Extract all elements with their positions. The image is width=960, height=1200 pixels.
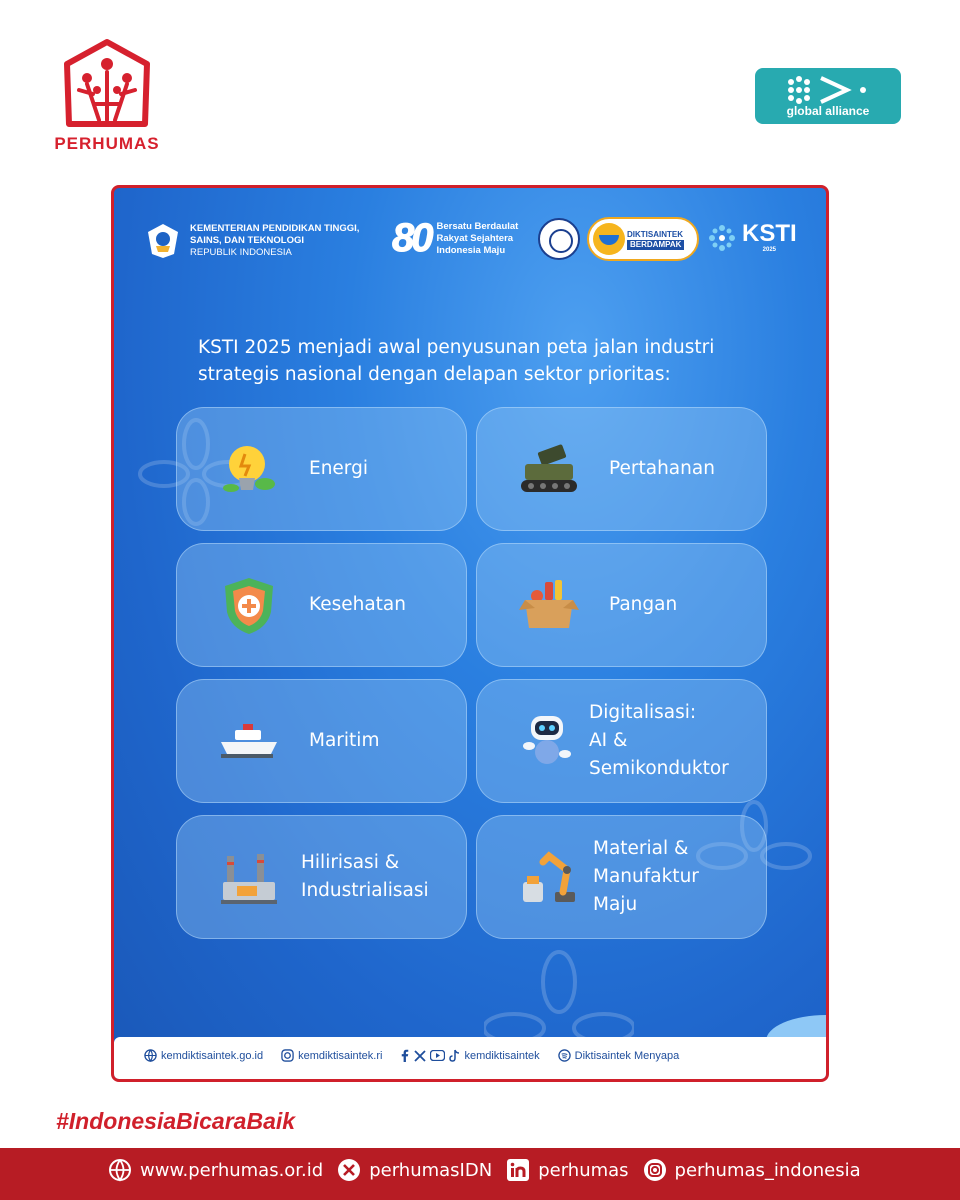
footer-website-text: kemdiktisaintek.go.id <box>161 1049 264 1062</box>
bottom-contact-bar <box>0 1148 960 1200</box>
sector-label: Material & Manufaktur Maju <box>593 838 699 915</box>
anniversary-logo <box>392 216 518 261</box>
food-box-icon <box>517 574 581 638</box>
sector-card-energi <box>176 407 467 531</box>
x-icon <box>414 1050 426 1062</box>
anniversary-line2: Rakyat Sejahtera <box>436 232 514 244</box>
sector-card-digitalisasi <box>476 679 767 803</box>
instagram-icon <box>643 1158 667 1182</box>
sector-label: Digitalisasi: AI & Semikonduktor <box>589 702 729 779</box>
x-icon <box>337 1158 361 1182</box>
ksti-title: KSTI <box>742 220 797 247</box>
perhumas-website-link[interactable] <box>108 1158 323 1182</box>
headline: KSTI 2025 menjadi awal penyusunan peta jalan industri strategis nasional dengan delapan sektor prioritas: <box>198 337 715 385</box>
hashtag: #IndonesiaBicaraBaik <box>56 1108 296 1134</box>
sector-label: Energi <box>309 458 368 479</box>
sector-card-kesehatan <box>176 543 467 667</box>
sector-card-material <box>476 815 767 939</box>
rocket-tank-icon <box>517 438 581 502</box>
instagram-icon <box>281 1049 294 1062</box>
dikti-line2: BERDAMPAK <box>627 240 684 250</box>
global-alliance-text: global alliance <box>786 104 870 118</box>
ksti-flower-icon <box>706 222 738 254</box>
perhumas-linkedin-link[interactable] <box>506 1158 628 1182</box>
linkedin-icon <box>506 1158 530 1182</box>
facebook-icon <box>400 1049 410 1062</box>
tiktok-icon <box>449 1049 460 1062</box>
perhumas-logo <box>52 38 162 154</box>
footer-podcast-text: Diktisaintek Menyapa <box>574 1049 680 1062</box>
perhumas-emblem-icon <box>59 38 155 130</box>
perhumas-wordmark: PERHUMAS <box>54 134 160 153</box>
ksti-logo <box>706 222 797 254</box>
sector-card-pertahanan <box>476 407 767 531</box>
global-alliance-logo <box>755 68 901 124</box>
ksti-year: 2025 <box>762 247 777 253</box>
infographic-card <box>111 185 829 1082</box>
ministry-logo <box>144 222 359 260</box>
footer-instagram-link[interactable] <box>281 1049 382 1062</box>
globe-icon <box>144 1049 157 1062</box>
footer-website-link[interactable] <box>144 1049 263 1062</box>
sector-card-hilirisasi <box>176 815 467 939</box>
perhumas-x-text: perhumasIDN <box>369 1159 493 1181</box>
sector-label: Pertahanan <box>609 458 715 479</box>
diktisaintek-emblem-icon <box>593 223 625 255</box>
footer-socials-text: kemdiktisaintek <box>464 1049 540 1062</box>
sector-label: Maritim <box>309 730 380 751</box>
perhumas-instagram-text: perhumas_indonesia <box>674 1159 861 1181</box>
perhumas-x-link[interactable] <box>337 1158 492 1182</box>
footer-podcast-link[interactable] <box>558 1049 680 1062</box>
health-shield-icon <box>217 574 281 638</box>
sector-card-pangan <box>476 543 767 667</box>
card-footer <box>114 1037 826 1079</box>
sector-label: Pangan <box>609 594 678 615</box>
factory-icon <box>217 846 281 910</box>
ministry-name-line1: KEMENTERIAN PENDIDIKAN TINGGI, <box>190 223 360 234</box>
globe-icon <box>108 1158 132 1182</box>
sector-label: Kesehatan <box>309 594 406 615</box>
spotify-icon <box>558 1049 571 1062</box>
robot-arm-icon <box>517 846 581 910</box>
ministry-name-line3: REPUBLIK INDONESIA <box>190 247 292 258</box>
perhumas-website-text: www.perhumas.or.id <box>140 1159 324 1181</box>
global-alliance-mark-icon <box>785 74 871 104</box>
perhumas-linkedin-text: perhumas <box>538 1159 629 1181</box>
flower-decoration-icon <box>484 948 634 1048</box>
dikti-line1: DIKTISAINTEK <box>627 230 683 239</box>
footer-instagram-text: kemdiktisaintek.ri <box>298 1049 383 1062</box>
sector-label: Hilirisasi & Industrialisasi <box>301 852 429 901</box>
youtube-icon <box>430 1050 445 1061</box>
anniversary-line3: Indonesia Maju <box>436 244 506 256</box>
anniversary-number: 80 <box>392 216 431 260</box>
ship-icon <box>217 710 281 774</box>
diktisaintek-berdampak-logo <box>587 217 699 261</box>
institution-seal-icon <box>538 218 580 260</box>
perhumas-instagram-link[interactable] <box>643 1158 861 1182</box>
footer-socials-link[interactable] <box>400 1049 539 1062</box>
lightbulb-icon <box>217 438 281 502</box>
tut-wuri-handayani-icon <box>144 222 182 260</box>
anniversary-line1: Bersatu Berdaulat <box>436 220 519 232</box>
robot-icon <box>517 710 581 774</box>
sector-card-maritim <box>176 679 467 803</box>
ministry-name-line2: SAINS, DAN TEKNOLOGI <box>190 235 305 246</box>
